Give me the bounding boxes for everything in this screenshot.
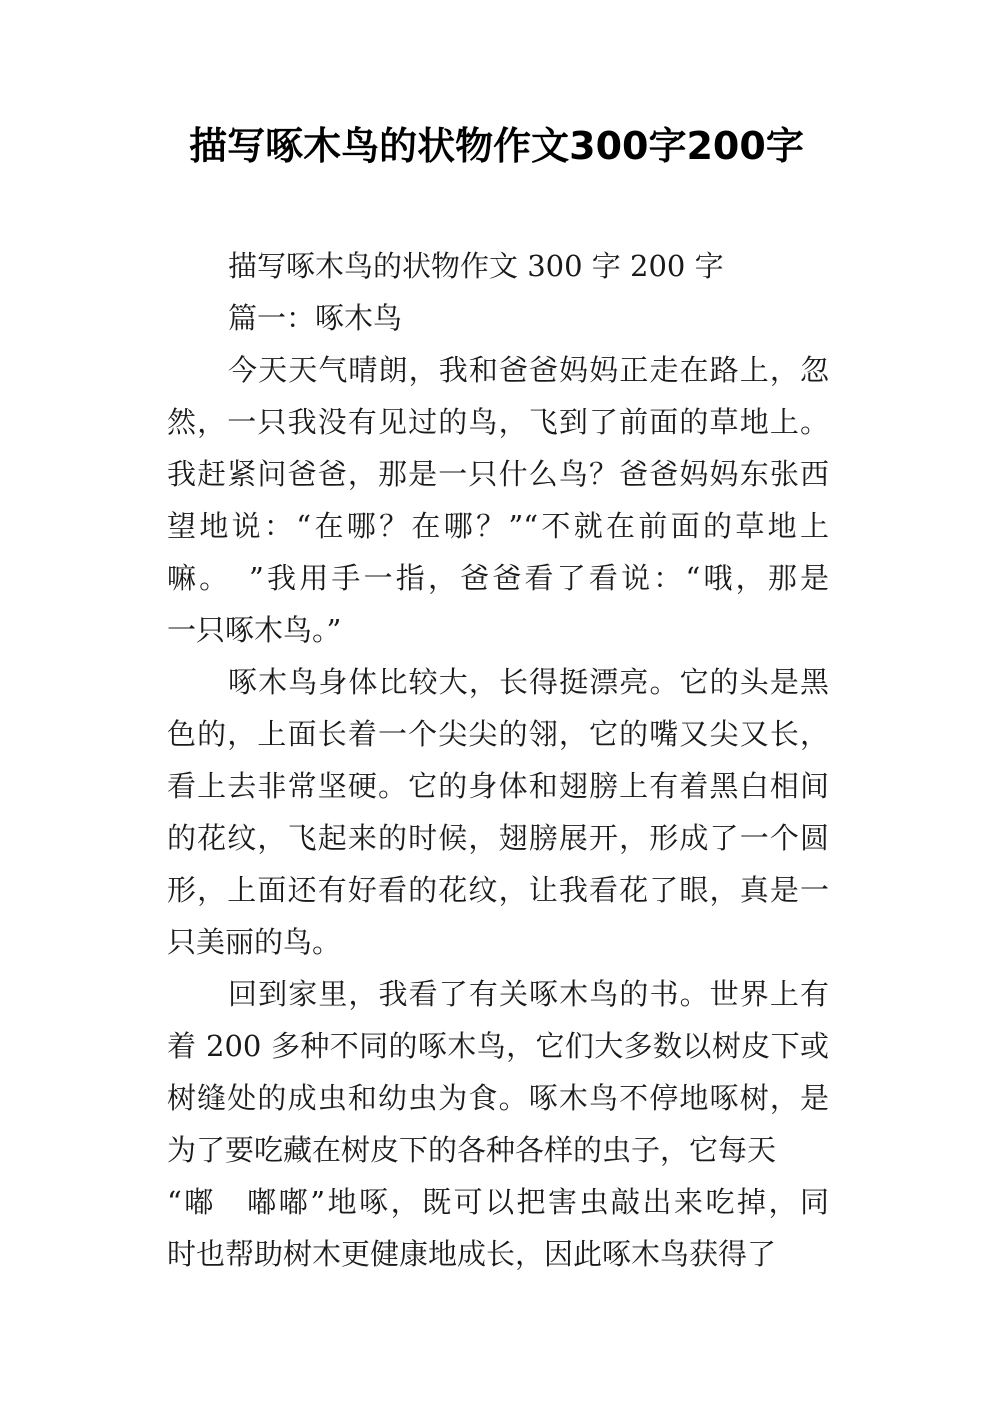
paragraph-line xyxy=(167,1020,829,1072)
line-text: 啄木鸟身体比较大，长得挺漂亮。它的头是黑 xyxy=(228,665,829,699)
line-text: 的花纹，飞起来的时候，翅膀展开，形成了一个圆 xyxy=(167,821,829,855)
line-text: 看上去非常坚硬。它的身体和翅膀上有着黑白相间 xyxy=(167,769,829,803)
subtitle-line xyxy=(167,240,829,292)
paragraph-line xyxy=(167,656,829,708)
paragraph-line xyxy=(167,604,829,656)
document-body xyxy=(167,240,829,1280)
paragraph-line xyxy=(167,1124,829,1176)
paragraph-line xyxy=(167,812,829,864)
paragraph-line xyxy=(167,968,829,1020)
paragraph-line xyxy=(167,760,829,812)
paragraph-line xyxy=(167,448,829,500)
line-text: 一只啄木鸟。” xyxy=(167,613,342,647)
line-text: 为了要吃藏在树皮下的各种各样的虫子，它每天 xyxy=(167,1133,777,1167)
line-text: 然，一只我没有见过的鸟，飞到了前面的草地上。 xyxy=(167,405,829,439)
line-text: 望地说：“在哪？在哪？”“不就在前面的草地上 xyxy=(167,509,829,543)
paragraph-line xyxy=(167,1072,829,1124)
paragraph-line xyxy=(167,1228,829,1280)
paragraph-line xyxy=(167,916,829,968)
paragraph-line xyxy=(167,1176,829,1228)
line-text: 篇一：啄木鸟 xyxy=(228,301,403,335)
paragraph-line xyxy=(167,500,829,552)
line-text: 回到家里，我看了有关啄木鸟的书。世界上有 xyxy=(228,977,829,1011)
line-text: 着 200 多种不同的啄木鸟，它们大多数以树皮下或 xyxy=(167,1029,829,1063)
line-text: 时也帮助树木更健康地成长，因此啄木鸟获得了 xyxy=(167,1237,777,1271)
paragraph-line xyxy=(167,396,829,448)
line-text: 树缝处的成虫和幼虫为食。啄木鸟不停地啄树，是 xyxy=(167,1081,829,1115)
document-title: 描写啄木鸟的状物作文300字200字 xyxy=(189,124,804,168)
line-text: 只美丽的鸟。 xyxy=(167,925,342,959)
paragraph-line xyxy=(167,708,829,760)
line-text: 描写啄木鸟的状物作文 300 字 200 字 xyxy=(228,249,724,283)
line-text: 色的，上面长着一个尖尖的翎，它的嘴又尖又长， xyxy=(167,717,829,751)
paragraph-line xyxy=(167,864,829,916)
line-text: 嘛。 ”我用手一指，爸爸看了看说：“哦，那是 xyxy=(167,561,829,595)
section-heading xyxy=(167,292,829,344)
line-text: 今天天气晴朗，我和爸爸妈妈正走在路上，忽 xyxy=(228,353,829,387)
line-text: 我赶紧问爸爸，那是一只什么鸟？爸爸妈妈东张西 xyxy=(167,457,829,491)
line-text: 形，上面还有好看的花纹，让我看花了眼，真是一 xyxy=(167,873,829,907)
paragraph-line xyxy=(167,552,829,604)
paragraph-line xyxy=(167,344,829,396)
line-text: “嘟 嘟嘟”地啄，既可以把害虫敲出来吃掉，同 xyxy=(167,1185,829,1219)
